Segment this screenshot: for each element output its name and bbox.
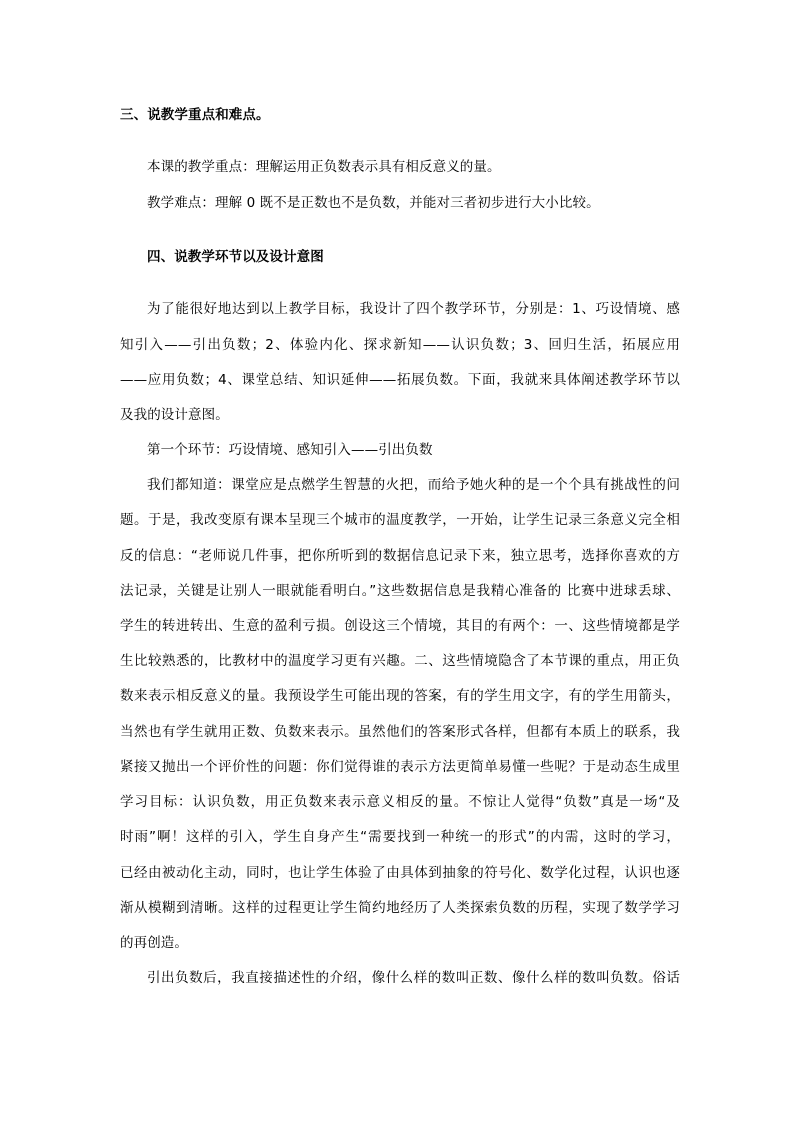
difficult-point-text: 教学难点：理解 0 既不是正数也不是负数，并能对三者初步进行大小比较。 xyxy=(147,195,600,211)
paragraph-line: 知引入——引出负数；2、体验内化、探求新知——认识负数；3、回归生活，拓展应用 xyxy=(120,337,680,353)
paragraph-line: 当然也有学生就用正数、负数来表示。虽然他们的答案形式各样，但都有本质上的联系，我 xyxy=(120,724,680,740)
paragraph-line: 数来表示相反意义的量。我预设学生可能出现的答案，有的学生用文字，有的学生用箭头， xyxy=(120,688,680,704)
paragraph-line: 反的信息：“老师说几件事，把你所听到的数据信息记录下来，独立思考，选择你喜欢的方 xyxy=(120,548,680,564)
paragraph-line: 学生的转进转出、生意的盈利亏损。创设这三个情境，其目的有两个：一、这些情境都是学 xyxy=(120,618,680,634)
key-point-text: 本课的教学重点：理解运用正负数表示具有相反意义的量。 xyxy=(147,159,501,175)
section-heading-key-points: 三、说教学重点和难点。 xyxy=(120,107,270,123)
paragraph-line: 及我的设计意图。 xyxy=(120,407,229,423)
paragraph-line: 为了能很好地达到以上教学目标，我设计了四个教学环节，分别是：1、巧设情境、感 xyxy=(147,301,680,317)
paragraph-line: 已经由被动化主动，同时，也让学生体验了由具体到抽象的符号化、数学化过程，认识也逐 xyxy=(120,865,680,881)
paragraph-line: 法记录，关键是让别人一眼就能看明白。”这些数据信息是我精心准备的 比赛中进球丢球、 xyxy=(120,583,680,599)
section-heading-teaching-steps: 四、说教学环节以及设计意图 xyxy=(147,249,324,265)
paragraph-line: ——应用负数；4、课堂总结、知识延伸——拓展负数。下面，我就来具体阐述教学环节以 xyxy=(120,372,680,388)
paragraph-line: 题。于是，我改变原有课本呈现三个城市的温度教学，一开始，让学生记录三条意义完全相 xyxy=(120,512,680,528)
paragraph-line: 渐从模糊到清晰。这样的过程更让学生简约地经历了人类探索负数的历程，实现了数学学习 xyxy=(120,900,680,916)
paragraph-line: 引出负数后，我直接描述性的介绍，像什么样的数叫正数、像什么样的数叫负数。俗话 xyxy=(147,970,680,986)
paragraph-line: 紧接又抛出一个评价性的问题：你们觉得谁的表示方法更简单易懂一些呢？于是动态生成里 xyxy=(120,759,680,775)
paragraph-line: 学习目标：认识负数，用正负数来表示意义相反的量。不惊让人觉得“负数”真是一场“及 xyxy=(120,794,680,810)
section-subheading-step-1: 第一个环节：巧设情境、感知引入——引出负数 xyxy=(147,442,433,458)
paragraph-line: 时雨”啊！这样的引入，学生自身产生“需要找到一种统一的形式”的内需，这时的学习， xyxy=(120,829,680,845)
paragraph-line: 的再创造。 xyxy=(120,935,188,951)
paragraph-line: 我们都知道：课堂应是点燃学生智慧的火把，而给予她火种的是一个个具有挑战性的问 xyxy=(147,477,680,493)
paragraph-line: 生比较熟悉的，比教材中的温度学习更有兴趣。二、这些情境隐含了本节课的重点，用正负 xyxy=(120,653,680,669)
